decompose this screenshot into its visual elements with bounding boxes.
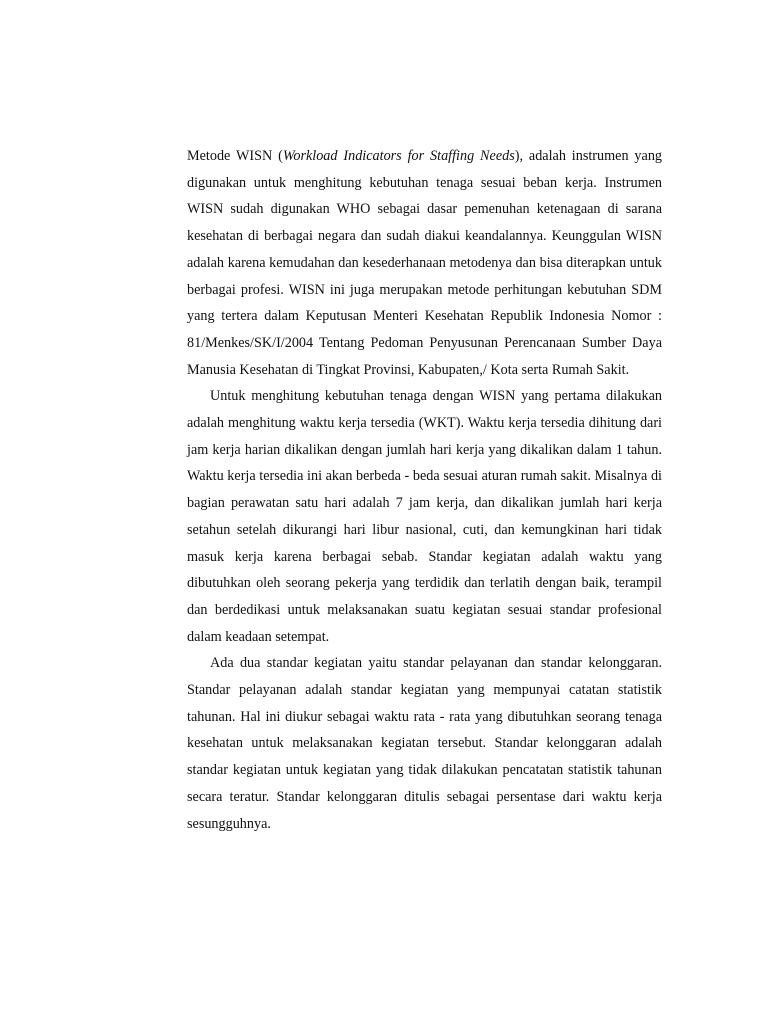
paragraph-wisn-definition (187, 143, 662, 383)
paragraph-text-rest: ), adalah instrumen yang digunakan untuk menghitung kebutuhan tenaga sesuai beban kerja. Instrumen WISN sudah digunakan WHO sebagai dasar pemenuhan ketenagaan di sarana kesehatan di berbagai negara dan sudah diakui keandalannya. Keunggulan WISN adalah karena kemudahan dan kesederhanaan metodenya dan bisa diterapkan untuk berbagai profesi. WISN ini juga merupakan metode perhitungan kebutuhan SDM yang tertera dalam Keputusan Menteri Kesehatan Republik Indonesia Nomor : 81/Menkes/SK/I/2004 Tentang Pedoman Penyusunan Perencanaan Sumber Daya Manusia Kesehatan di Tingkat Provinsi, Kabupaten,/ Kota serta Rumah Sakit. (187, 148, 663, 378)
italic-term: Workload Indicators for Staffing Needs (282, 148, 515, 164)
document-body (187, 143, 662, 837)
paragraph-wkt: Untuk menghitung kebutuhan tenaga dengan WISN yang pertama dilakukan adalah menghitung waktu kerja tersedia (WKT). Waktu kerja tersedia dihitung dari jam kerja harian dikalikan dengan jumlah hari kerja yang dikalikan dalam 1 tahun. Waktu kerja tersedia ini akan berbeda - beda sesuai aturan rumah sakit. Misalnya di bagian perawatan satu hari adalah 7 jam kerja, dan dikalikan jumlah hari kerja setahun setelah dikurangi hari libur nasional, cuti, dan kemungkinan hari tidak masuk kerja karena berbagai sebab. Standar kegiatan adalah waktu yang dibutuhkan oleh seorang pekerja yang terdidik dan terlatih dengan baik, terampil dan berdedikasi untuk melaksanakan suatu kegiatan sesuai standar profesional dalam keadaan setempat. (187, 388, 662, 645)
paragraph-text-start: Metode WISN ( (187, 148, 283, 164)
paragraph-standar-kegiatan: Ada dua standar kegiatan yaitu standar pelayanan dan standar kelonggaran. Standar pelayanan adalah standar kegiatan yang mempunyai catatan statistik tahunan. Hal ini diukur sebagai waktu rata - rata yang dibutuhkan seorang tenaga kesehatan untuk melaksanakan kegiatan tersebut. Standar kelonggaran adalah standar kegiatan untuk kegiatan yang tidak dilakukan pencatatan statistik tahunan secara teratur. Standar kelonggaran ditulis sebagai persentase dari waktu kerja sesungguhnya. (187, 655, 662, 832)
